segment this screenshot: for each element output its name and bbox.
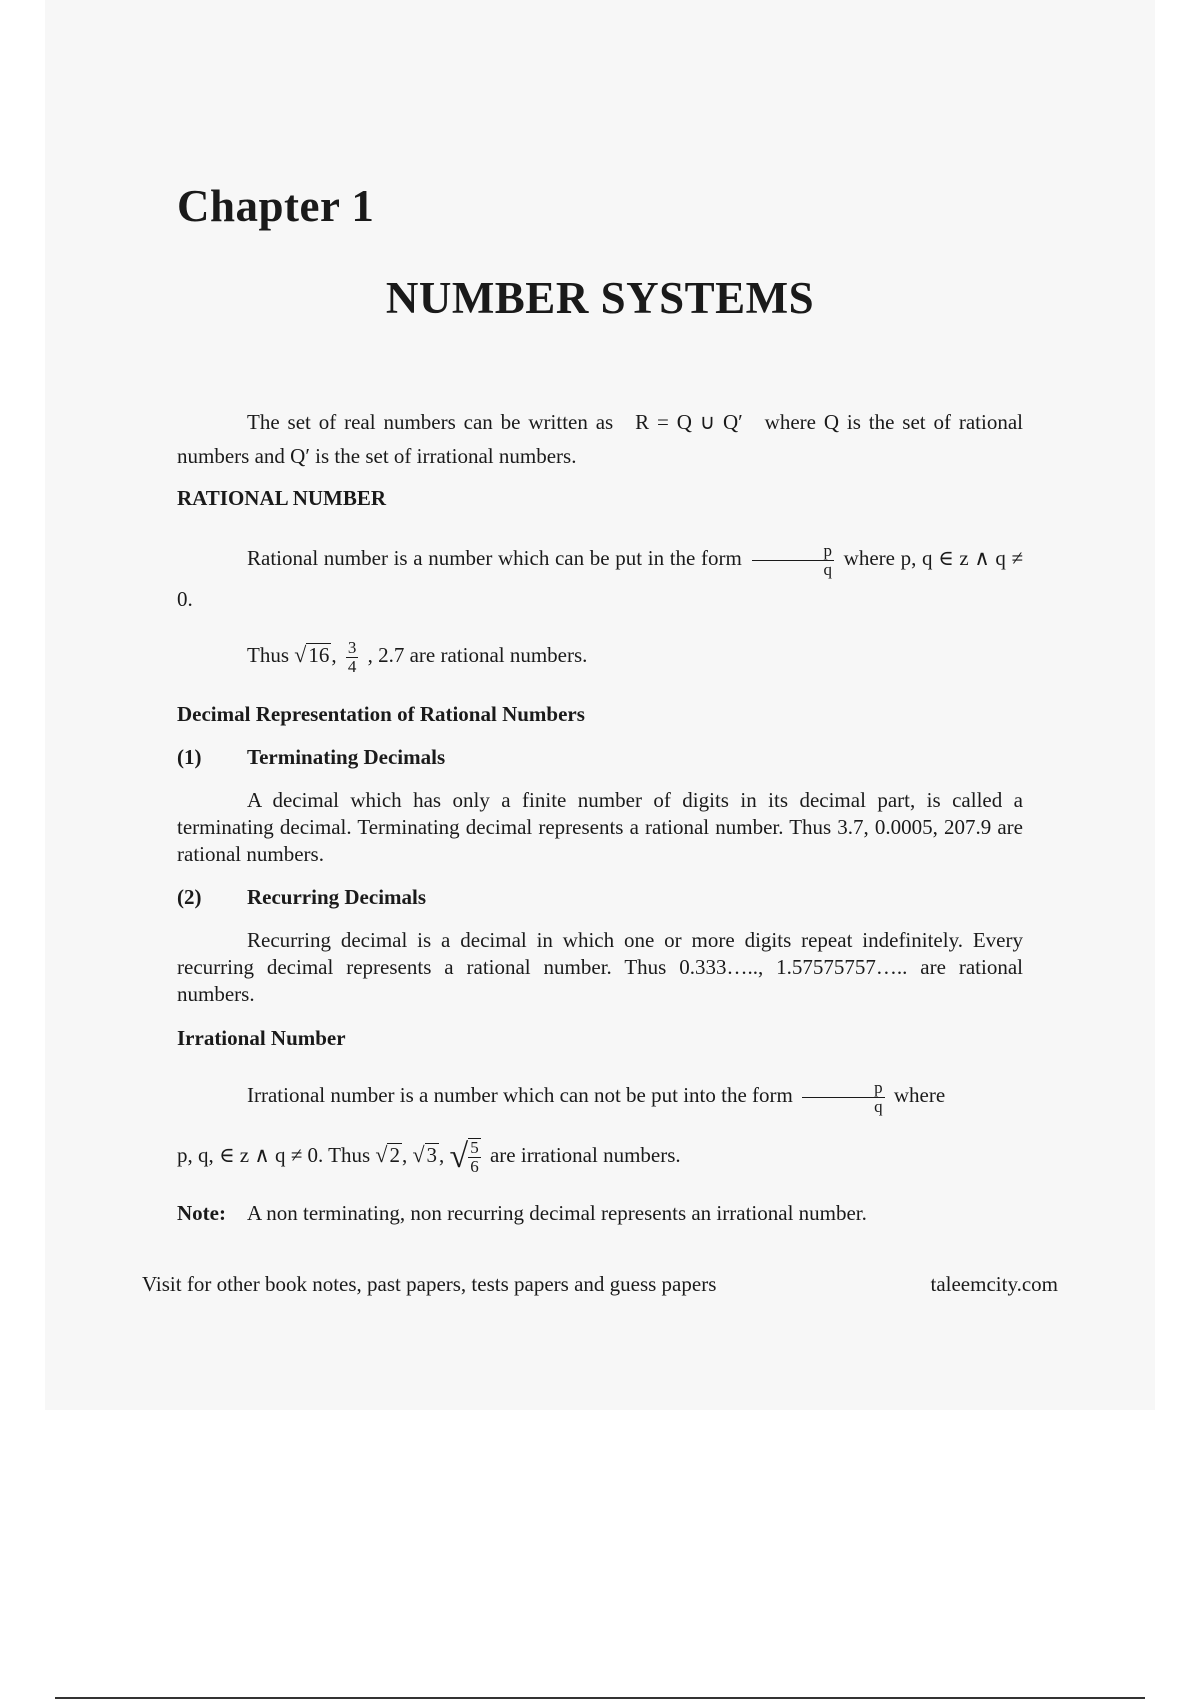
item-title: Terminating Decimals	[247, 745, 446, 769]
irrational-def-where: where	[893, 1083, 946, 1107]
sqrt-icon: √	[294, 642, 307, 667]
recurring-decimals-heading	[177, 885, 426, 910]
thus-label: Thus	[247, 643, 289, 667]
rational-examples-tail: , 2.7 are rational numbers.	[367, 643, 588, 667]
page-title: NUMBER SYSTEMS	[385, 273, 815, 323]
note-paragraph	[177, 1196, 1023, 1230]
item-number: (2)	[177, 885, 202, 909]
footer-site-link[interactable]: taleemcity.com	[930, 1272, 1058, 1296]
p-over-q-fraction: $\frac{p}{q}$	[752, 542, 835, 579]
recurring-decimals-text: Recurring decimal is a decimal in which one or more digits repeat indefinitely. Every recurring decimal represents a rational number. Thus 0.333….., 1.57575757….. are rational numbers.	[177, 928, 1023, 1006]
irrational-definition	[177, 1075, 1023, 1116]
rational-def-text: Rational number is a number which can be put in the form	[247, 546, 742, 570]
note-label: Note:	[177, 1201, 226, 1225]
item-title: Recurring Decimals	[247, 885, 427, 909]
terminating-decimals-text: A decimal which has only a finite number of digits in its decimal part, is called a terminating decimal. Terminating decimal represents a rational number. Thus 3.7, 0.0005, 207.9 are rational numbers.	[177, 788, 1023, 866]
decimal-representation-heading: Decimal Representation of Rational Numbers	[177, 702, 585, 726]
item-number: (1)	[177, 745, 202, 769]
p-over-q-fraction: $\frac{p}{q}$	[802, 1079, 885, 1116]
irrational-number-heading: Irrational Number	[177, 1026, 346, 1050]
intro-text-b: where Q is the set of rational numbers and	[177, 410, 1024, 468]
sqrt-3: 3	[426, 1143, 438, 1167]
irrational-condition: p, q, ∈ z ∧ q ≠ 0. Thus	[177, 1143, 371, 1167]
sqrt-five-sixths: $\frac{5}{6}$	[470, 1138, 479, 1177]
sqrt-icon: √	[375, 1142, 388, 1167]
sqrt-icon: √	[412, 1142, 425, 1167]
rational-definition	[177, 538, 1023, 619]
note-text: A non terminating, non recurring decimal represents an irrational number.	[247, 1201, 867, 1225]
real-set-formula: R = Q ∪ Q′	[635, 410, 743, 434]
terminating-decimals-heading	[177, 745, 445, 770]
sqrt-2: 2	[389, 1143, 400, 1167]
page-footer	[142, 1272, 1058, 1297]
rational-examples: Thus √16, $\frac{3}{4}$ , 2.7 are rational numbers.	[247, 637, 588, 676]
intro-paragraph	[177, 405, 1023, 473]
rational-number-heading: RATIONAL NUMBER	[177, 486, 387, 510]
irrational-examples: p, q, ∈ z ∧ q ≠ 0. Thus √2, √3, √ $\frac{5}{6}$ are irrational numbers.	[177, 1138, 681, 1177]
irrational-def-text: Irrational number is a number which can not be put into the form	[247, 1083, 793, 1107]
irrational-set-symbol: Q′	[290, 444, 310, 468]
sqrt-icon: √	[449, 1138, 469, 1176]
intro-text-a: The set of real numbers can be written as	[247, 410, 614, 434]
bottom-divider	[55, 1697, 1145, 1699]
rational-def-condition: where p, q ∈ z ∧ q ≠ 0.	[177, 546, 1024, 611]
intro-text-end: is the set of irrational numbers.	[315, 444, 577, 468]
three-quarters-fraction: $\frac{3}{4}$	[347, 637, 357, 676]
irrational-examples-tail: are irrational numbers.	[489, 1143, 681, 1167]
footer-promo-text: Visit for other book notes, past papers, tests papers and guess papers	[142, 1272, 717, 1296]
sqrt-16: 16	[308, 643, 330, 667]
chapter-label: Chapter 1	[177, 181, 375, 231]
